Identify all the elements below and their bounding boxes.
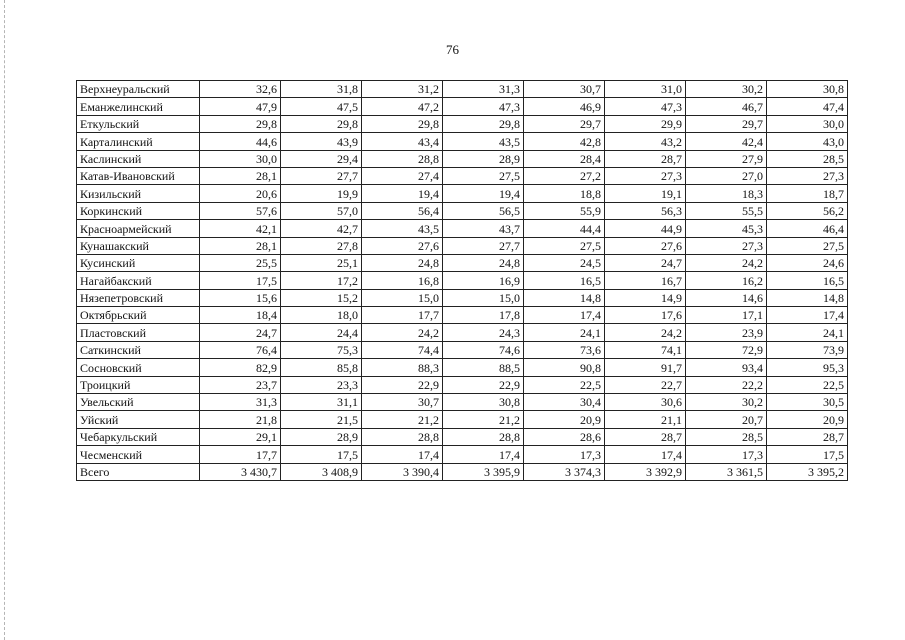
value-cell: 46,9: [524, 98, 605, 115]
value-cell: 74,6: [443, 341, 524, 358]
table-row: [77, 220, 848, 237]
table-row: [77, 359, 848, 376]
value-cell: 27,6: [362, 237, 443, 254]
value-cell: 18,3: [686, 185, 767, 202]
value-cell: 18,4: [200, 307, 281, 324]
district-data-table: [76, 80, 848, 481]
value-cell: 73,9: [767, 341, 848, 358]
value-cell: 22,9: [362, 376, 443, 393]
value-cell: 82,9: [200, 359, 281, 376]
value-cell: 30,6: [605, 394, 686, 411]
value-cell: 47,3: [443, 98, 524, 115]
value-cell: 24,7: [200, 324, 281, 341]
value-cell: 3 374,3: [524, 463, 605, 480]
value-cell: 28,8: [443, 428, 524, 445]
table-row: [77, 254, 848, 271]
value-cell: 24,1: [524, 324, 605, 341]
value-cell: 21,2: [443, 411, 524, 428]
value-cell: 22,7: [605, 376, 686, 393]
value-cell: 16,5: [767, 272, 848, 289]
table-row: [77, 167, 848, 184]
value-cell: 3 361,5: [686, 463, 767, 480]
value-cell: 95,3: [767, 359, 848, 376]
value-cell: 56,2: [767, 202, 848, 219]
value-cell: 30,7: [362, 394, 443, 411]
value-cell: 55,5: [686, 202, 767, 219]
value-cell: 42,7: [281, 220, 362, 237]
value-cell: 31,3: [443, 81, 524, 98]
district-name-cell: Саткинский: [77, 341, 200, 358]
table-row: [77, 98, 848, 115]
value-cell: 43,4: [362, 133, 443, 150]
value-cell: 47,5: [281, 98, 362, 115]
value-cell: 16,7: [605, 272, 686, 289]
value-cell: 27,8: [281, 237, 362, 254]
district-name-cell: Кусинский: [77, 254, 200, 271]
value-cell: 45,3: [686, 220, 767, 237]
value-cell: 17,4: [362, 446, 443, 463]
value-cell: 18,7: [767, 185, 848, 202]
value-cell: 74,1: [605, 341, 686, 358]
value-cell: 24,2: [605, 324, 686, 341]
district-name-cell: Уйский: [77, 411, 200, 428]
table-row: [77, 150, 848, 167]
value-cell: 27,9: [686, 150, 767, 167]
district-name-cell: Пластовский: [77, 324, 200, 341]
district-name-cell: Кизильский: [77, 185, 200, 202]
district-name-cell: Кунашакский: [77, 237, 200, 254]
value-cell: 76,4: [200, 341, 281, 358]
value-cell: 29,9: [605, 115, 686, 132]
value-cell: 43,7: [443, 220, 524, 237]
value-cell: 21,8: [200, 411, 281, 428]
value-cell: 19,4: [362, 185, 443, 202]
value-cell: 27,5: [767, 237, 848, 254]
value-cell: 17,2: [281, 272, 362, 289]
value-cell: 21,5: [281, 411, 362, 428]
value-cell: 17,4: [767, 307, 848, 324]
value-cell: 20,9: [767, 411, 848, 428]
district-name-cell: Чесменский: [77, 446, 200, 463]
value-cell: 17,7: [362, 307, 443, 324]
value-cell: 88,5: [443, 359, 524, 376]
value-cell: 31,0: [605, 81, 686, 98]
value-cell: 24,2: [362, 324, 443, 341]
value-cell: 56,3: [605, 202, 686, 219]
value-cell: 27,3: [605, 167, 686, 184]
value-cell: 43,5: [443, 133, 524, 150]
value-cell: 28,1: [200, 237, 281, 254]
table-row: [77, 446, 848, 463]
value-cell: 29,7: [686, 115, 767, 132]
district-name-cell: Коркинский: [77, 202, 200, 219]
value-cell: 42,1: [200, 220, 281, 237]
value-cell: 32,6: [200, 81, 281, 98]
table-row: [77, 307, 848, 324]
value-cell: 24,8: [443, 254, 524, 271]
value-cell: 30,7: [524, 81, 605, 98]
value-cell: 24,1: [767, 324, 848, 341]
value-cell: 3 408,9: [281, 463, 362, 480]
value-cell: 42,4: [686, 133, 767, 150]
value-cell: 43,2: [605, 133, 686, 150]
page-number: 76: [446, 42, 459, 57]
value-cell: 3 430,7: [200, 463, 281, 480]
value-cell: 28,4: [524, 150, 605, 167]
district-name-cell: Нязепетровский: [77, 289, 200, 306]
value-cell: 14,6: [686, 289, 767, 306]
value-cell: 15,0: [362, 289, 443, 306]
table-body: [77, 81, 848, 481]
table-row: [77, 394, 848, 411]
district-name-cell: Карталинский: [77, 133, 200, 150]
value-cell: 16,5: [524, 272, 605, 289]
value-cell: 24,4: [281, 324, 362, 341]
value-cell: 17,4: [443, 446, 524, 463]
value-cell: 43,0: [767, 133, 848, 150]
value-cell: 21,1: [605, 411, 686, 428]
value-cell: 28,6: [524, 428, 605, 445]
value-cell: 27,2: [524, 167, 605, 184]
value-cell: 17,5: [281, 446, 362, 463]
value-cell: 19,1: [605, 185, 686, 202]
value-cell: 18,0: [281, 307, 362, 324]
value-cell: 22,5: [767, 376, 848, 393]
value-cell: 22,9: [443, 376, 524, 393]
value-cell: 20,7: [686, 411, 767, 428]
value-cell: 28,8: [362, 428, 443, 445]
value-cell: 28,8: [362, 150, 443, 167]
value-cell: 44,6: [200, 133, 281, 150]
value-cell: 93,4: [686, 359, 767, 376]
value-cell: 30,4: [524, 394, 605, 411]
value-cell: 43,5: [362, 220, 443, 237]
value-cell: 15,0: [443, 289, 524, 306]
value-cell: 29,7: [524, 115, 605, 132]
value-cell: 42,8: [524, 133, 605, 150]
value-cell: 19,9: [281, 185, 362, 202]
value-cell: 27,7: [281, 167, 362, 184]
value-cell: 14,8: [767, 289, 848, 306]
value-cell: 44,4: [524, 220, 605, 237]
value-cell: 47,2: [362, 98, 443, 115]
district-name-cell: Катав-Ивановский: [77, 167, 200, 184]
value-cell: 75,3: [281, 341, 362, 358]
value-cell: 21,2: [362, 411, 443, 428]
table-row: [77, 341, 848, 358]
district-name-cell: Верхнеуральский: [77, 81, 200, 98]
table-row: [77, 81, 848, 98]
value-cell: 29,4: [281, 150, 362, 167]
value-cell: 17,7: [200, 446, 281, 463]
value-cell: 47,3: [605, 98, 686, 115]
value-cell: 55,9: [524, 202, 605, 219]
value-cell: 17,5: [767, 446, 848, 463]
value-cell: 74,4: [362, 341, 443, 358]
value-cell: 47,4: [767, 98, 848, 115]
value-cell: 29,8: [200, 115, 281, 132]
district-name-cell: Октябрьский: [77, 307, 200, 324]
district-name-cell: Увельский: [77, 394, 200, 411]
value-cell: 27,5: [524, 237, 605, 254]
value-cell: 28,7: [767, 428, 848, 445]
value-cell: 25,1: [281, 254, 362, 271]
value-cell: 17,1: [686, 307, 767, 324]
table-row: [77, 428, 848, 445]
district-name-cell: Троицкий: [77, 376, 200, 393]
value-cell: 17,3: [524, 446, 605, 463]
value-cell: 57,6: [200, 202, 281, 219]
value-cell: 17,6: [605, 307, 686, 324]
value-cell: 16,8: [362, 272, 443, 289]
value-cell: 29,8: [443, 115, 524, 132]
value-cell: 18,8: [524, 185, 605, 202]
value-cell: 25,5: [200, 254, 281, 271]
value-cell: 24,8: [362, 254, 443, 271]
value-cell: 19,4: [443, 185, 524, 202]
value-cell: 27,5: [443, 167, 524, 184]
value-cell: 27,7: [443, 237, 524, 254]
value-cell: 15,2: [281, 289, 362, 306]
value-cell: 17,5: [200, 272, 281, 289]
value-cell: 31,3: [200, 394, 281, 411]
value-cell: 28,5: [686, 428, 767, 445]
value-cell: 46,7: [686, 98, 767, 115]
value-cell: 91,7: [605, 359, 686, 376]
value-cell: 29,1: [200, 428, 281, 445]
value-cell: 27,0: [686, 167, 767, 184]
value-cell: 29,8: [281, 115, 362, 132]
value-cell: 73,6: [524, 341, 605, 358]
value-cell: 47,9: [200, 98, 281, 115]
page-edge-rule: [4, 0, 6, 640]
value-cell: 57,0: [281, 202, 362, 219]
value-cell: 31,2: [362, 81, 443, 98]
value-cell: 28,7: [605, 150, 686, 167]
value-cell: 28,9: [443, 150, 524, 167]
value-cell: 23,9: [686, 324, 767, 341]
table-row: [77, 185, 848, 202]
value-cell: 23,7: [200, 376, 281, 393]
value-cell: 16,9: [443, 272, 524, 289]
table-row: [77, 237, 848, 254]
table-row: [77, 411, 848, 428]
value-cell: 28,5: [767, 150, 848, 167]
value-cell: 30,5: [767, 394, 848, 411]
table-row: [77, 133, 848, 150]
value-cell: 17,4: [605, 446, 686, 463]
district-name-cell: Еткульский: [77, 115, 200, 132]
district-name-cell: Нагайбакский: [77, 272, 200, 289]
value-cell: 22,5: [524, 376, 605, 393]
table-row: [77, 272, 848, 289]
value-cell: 30,0: [767, 115, 848, 132]
table-row: [77, 202, 848, 219]
district-name-cell: Сосновский: [77, 359, 200, 376]
value-cell: 24,2: [686, 254, 767, 271]
value-cell: 56,5: [443, 202, 524, 219]
value-cell: 31,1: [281, 394, 362, 411]
value-cell: 28,7: [605, 428, 686, 445]
value-cell: 24,5: [524, 254, 605, 271]
value-cell: 3 395,2: [767, 463, 848, 480]
value-cell: 15,6: [200, 289, 281, 306]
value-cell: 85,8: [281, 359, 362, 376]
value-cell: 90,8: [524, 359, 605, 376]
value-cell: 27,4: [362, 167, 443, 184]
district-name-cell: Чебаркульский: [77, 428, 200, 445]
table-row: [77, 376, 848, 393]
value-cell: 3 392,9: [605, 463, 686, 480]
district-name-cell: Каслинский: [77, 150, 200, 167]
value-cell: 14,8: [524, 289, 605, 306]
value-cell: 27,3: [686, 237, 767, 254]
value-cell: 43,9: [281, 133, 362, 150]
value-cell: 88,3: [362, 359, 443, 376]
value-cell: 24,3: [443, 324, 524, 341]
value-cell: 31,8: [281, 81, 362, 98]
value-cell: 22,2: [686, 376, 767, 393]
value-cell: 3 390,4: [362, 463, 443, 480]
value-cell: 30,2: [686, 81, 767, 98]
value-cell: 17,8: [443, 307, 524, 324]
table-row: [77, 289, 848, 306]
value-cell: 24,6: [767, 254, 848, 271]
value-cell: 20,6: [200, 185, 281, 202]
value-cell: 72,9: [686, 341, 767, 358]
value-cell: 23,3: [281, 376, 362, 393]
value-cell: 44,9: [605, 220, 686, 237]
value-cell: 27,6: [605, 237, 686, 254]
value-cell: 16,2: [686, 272, 767, 289]
value-cell: 30,8: [767, 81, 848, 98]
value-cell: 27,3: [767, 167, 848, 184]
value-cell: 24,7: [605, 254, 686, 271]
table-row: [77, 115, 848, 132]
value-cell: 46,4: [767, 220, 848, 237]
value-cell: 30,8: [443, 394, 524, 411]
value-cell: 3 395,9: [443, 463, 524, 480]
district-name-cell: Еманжелинский: [77, 98, 200, 115]
table-row: [77, 324, 848, 341]
value-cell: 29,8: [362, 115, 443, 132]
table-row: [77, 463, 848, 480]
value-cell: 30,0: [200, 150, 281, 167]
value-cell: 17,4: [524, 307, 605, 324]
district-name-cell: Красноармейский: [77, 220, 200, 237]
value-cell: 14,9: [605, 289, 686, 306]
value-cell: 56,4: [362, 202, 443, 219]
value-cell: 28,9: [281, 428, 362, 445]
value-cell: 17,3: [686, 446, 767, 463]
district-name-cell: Всего: [77, 463, 200, 480]
value-cell: 30,2: [686, 394, 767, 411]
value-cell: 28,1: [200, 167, 281, 184]
value-cell: 20,9: [524, 411, 605, 428]
